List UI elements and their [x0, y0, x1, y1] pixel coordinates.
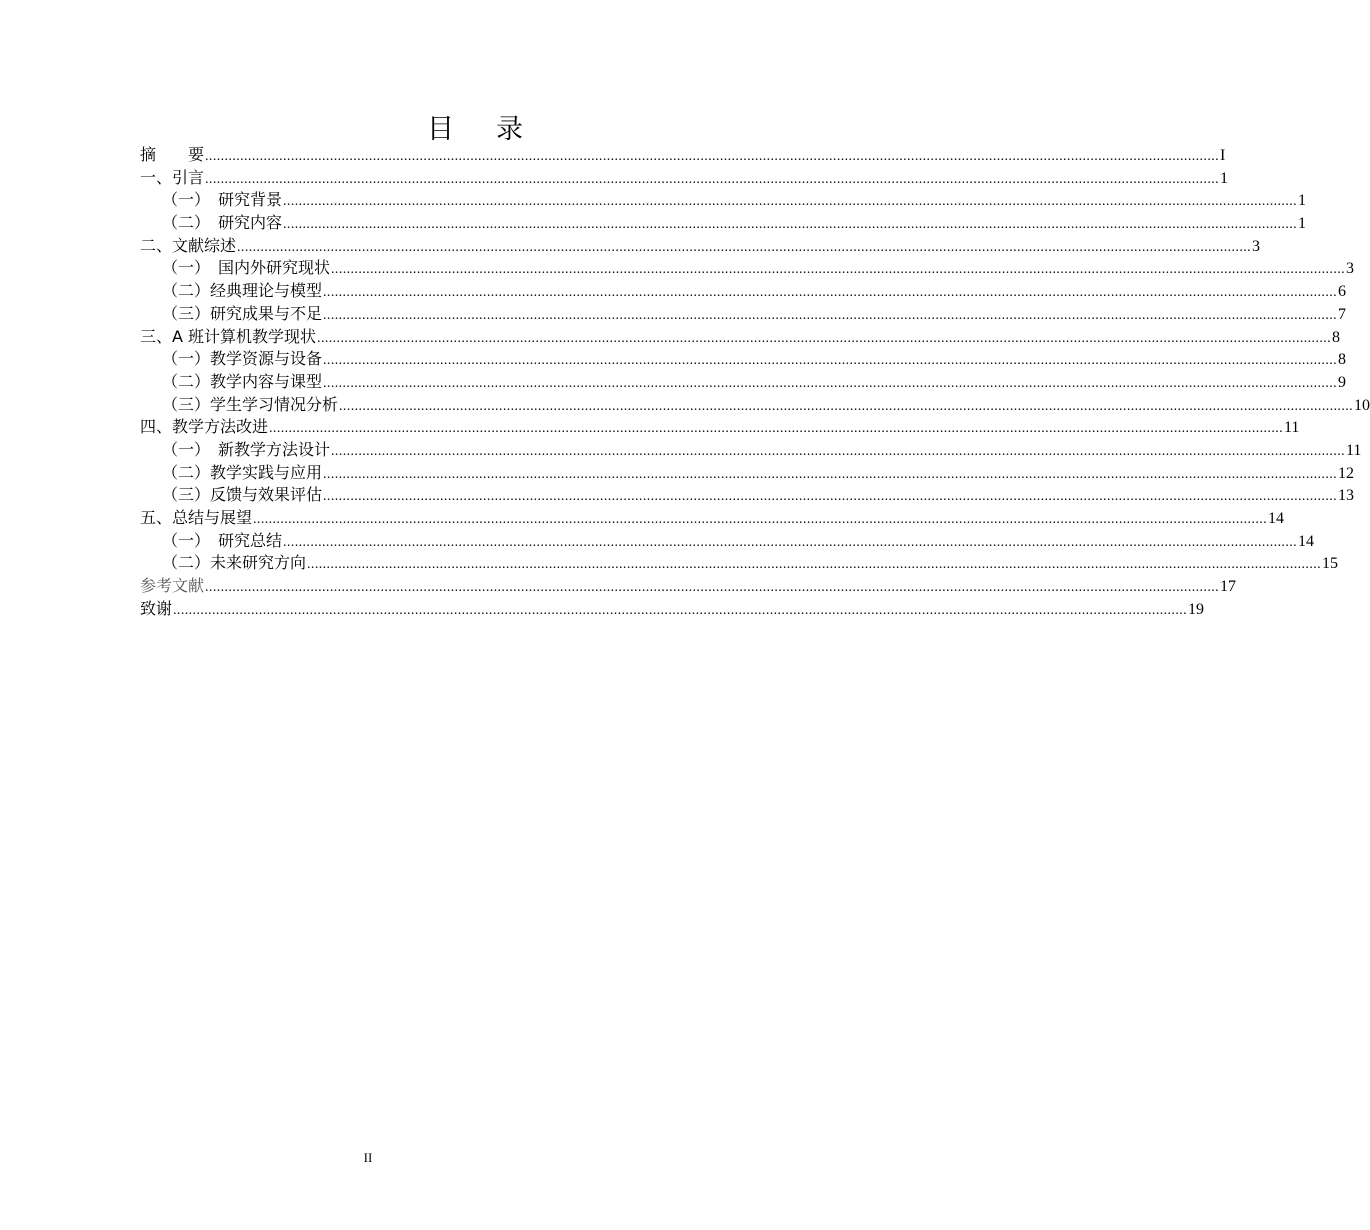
table-of-contents — [140, 144, 1370, 620]
toc-dot-leader: .................................................................................................................................................................................................................................................................... — [339, 398, 1354, 414]
toc-entry-page: 11 — [1346, 441, 1362, 459]
toc-entry-label: （二） 研究内容 — [162, 213, 283, 233]
toc-entry-label: （二）教学实践与应用 — [162, 462, 323, 482]
toc-entry-page: 1 — [1298, 192, 1307, 210]
toc-dot-leader: .................................................................................................................................................................................................................................................................... — [269, 421, 1284, 437]
toc-entry-page: 6 — [1338, 283, 1347, 301]
toc-entry[interactable] — [140, 212, 1307, 235]
toc-dot-leader: .................................................................................................................................................................................................................................................................... — [205, 580, 1220, 596]
toc-entry[interactable] — [140, 326, 1341, 349]
toc-entry-page: 12 — [1338, 464, 1355, 482]
toc-dot-leader: .................................................................................................................................................................................................................................................................... — [253, 512, 1268, 527]
toc-entry[interactable] — [140, 530, 1315, 553]
toc-entry[interactable] — [140, 598, 1205, 621]
toc-entry[interactable] — [140, 144, 1226, 167]
page-title-part-1: 目 — [427, 114, 454, 145]
toc-entry-label: 二、文献综述 — [140, 235, 237, 255]
toc-dot-leader: .................................................................................................................................................................................................................................................................... — [323, 285, 1338, 301]
toc-entry-page: 3 — [1346, 260, 1355, 278]
toc-entry-page: 10 — [1354, 396, 1370, 414]
toc-entry[interactable] — [140, 235, 1261, 258]
toc-entry-page: 14 — [1268, 510, 1285, 527]
toc-entry-page: 1 — [1298, 215, 1307, 233]
toc-entry-label: （一） 研究背景 — [162, 190, 283, 210]
toc-entry-label: （一） 新教学方法设计 — [162, 439, 331, 459]
toc-dot-leader: .................................................................................................................................................................................................................................................................... — [283, 534, 1298, 550]
toc-entry-label: （三）学生学习情况分析 — [162, 394, 339, 414]
toc-entry-label: （一）教学资源与设备 — [162, 349, 323, 369]
toc-dot-leader: .................................................................................................................................................................................................................................................................... — [317, 330, 1332, 346]
toc-entry-label: 四、教学方法改进 — [140, 417, 269, 437]
toc-entry-page: I — [1220, 147, 1226, 164]
toc-dot-leader: .................................................................................................................................................................................................................................................................... — [323, 466, 1338, 482]
toc-entry-label: （一） 研究总结 — [162, 530, 283, 550]
toc-dot-leader: .................................................................................................................................................................................................................................................................... — [307, 557, 1322, 573]
toc-dot-leader: .................................................................................................................................................................................................................................................................... — [283, 194, 1298, 210]
toc-entry[interactable] — [140, 371, 1347, 394]
toc-entry[interactable] — [140, 348, 1347, 371]
toc-dot-leader: .................................................................................................................................................................................................................................................................... — [205, 171, 1220, 187]
toc-entry-page: 1 — [1220, 169, 1229, 187]
toc-entry-page: 15 — [1322, 555, 1339, 573]
toc-entry[interactable] — [140, 484, 1355, 507]
toc-dot-leader: .................................................................................................................................................................................................................................................................... — [331, 262, 1346, 278]
toc-entry[interactable] — [140, 303, 1347, 326]
toc-entry[interactable] — [140, 189, 1307, 212]
toc-dot-leader: .................................................................................................................................................................................................................................................................... — [331, 443, 1346, 459]
toc-entry-page: 3 — [1252, 237, 1261, 255]
toc-entry-label: （二）未来研究方向 — [162, 553, 307, 573]
toc-entry-page: 8 — [1332, 328, 1341, 346]
toc-entry-label: （三）研究成果与不足 — [162, 303, 323, 323]
toc-entry-label: 摘 要 — [140, 145, 205, 164]
toc-dot-leader: .................................................................................................................................................................................................................................................................... — [283, 217, 1298, 233]
toc-dot-leader: .................................................................................................................................................................................................................................................................... — [323, 375, 1338, 391]
toc-entry[interactable] — [140, 167, 1229, 190]
toc-entry-label: 致谢 — [140, 598, 173, 618]
toc-entry-label: 一、引言 — [140, 167, 205, 187]
toc-entry-page: 9 — [1338, 373, 1347, 391]
toc-dot-leader: .................................................................................................................................................................................................................................................................... — [323, 353, 1338, 369]
toc-dot-leader: .................................................................................................................................................................................................................................................................... — [173, 602, 1188, 618]
toc-entry-page: 11 — [1284, 419, 1300, 437]
toc-entry-label: （二）经典理论与模型 — [162, 281, 323, 301]
toc-entry[interactable] — [140, 575, 1237, 598]
toc-entry[interactable] — [140, 507, 1285, 530]
toc-entry-label: 参考文献 — [140, 576, 205, 596]
toc-entry-label: （二）教学内容与课型 — [162, 371, 323, 391]
toc-entry[interactable] — [140, 462, 1355, 485]
toc-dot-leader: .................................................................................................................................................................................................................................................................... — [323, 307, 1338, 323]
toc-dot-leader: .................................................................................................................................................................................................................................................................... — [323, 489, 1338, 505]
toc-entry-label: 五、总结与展望 — [140, 508, 253, 527]
toc-entry-page: 17 — [1220, 578, 1237, 596]
toc-entry-page: 8 — [1338, 351, 1347, 369]
toc-dot-leader: .................................................................................................................................................................................................................................................................... — [205, 149, 1220, 164]
toc-dot-leader: .................................................................................................................................................................................................................................................................... — [237, 239, 1252, 255]
toc-entry-page: 14 — [1298, 532, 1315, 550]
toc-entry-label: （三）反馈与效果评估 — [162, 485, 323, 505]
toc-entry-page: 7 — [1338, 305, 1347, 323]
toc-entry[interactable] — [140, 416, 1300, 439]
toc-entry-page: 13 — [1338, 487, 1355, 505]
toc-entry[interactable] — [140, 439, 1362, 462]
toc-entry[interactable] — [140, 394, 1370, 417]
page-title-part-2: 录 — [496, 114, 523, 145]
toc-entry-label: （一） 国内外研究现状 — [162, 258, 331, 278]
toc-entry-page: 19 — [1188, 600, 1205, 618]
toc-entry[interactable] — [140, 280, 1347, 303]
toc-entry[interactable] — [140, 257, 1355, 280]
toc-entry-label: 三、A 班计算机教学现状 — [140, 326, 317, 346]
page-number: II — [363, 1150, 373, 1165]
toc-entry[interactable] — [140, 552, 1339, 575]
